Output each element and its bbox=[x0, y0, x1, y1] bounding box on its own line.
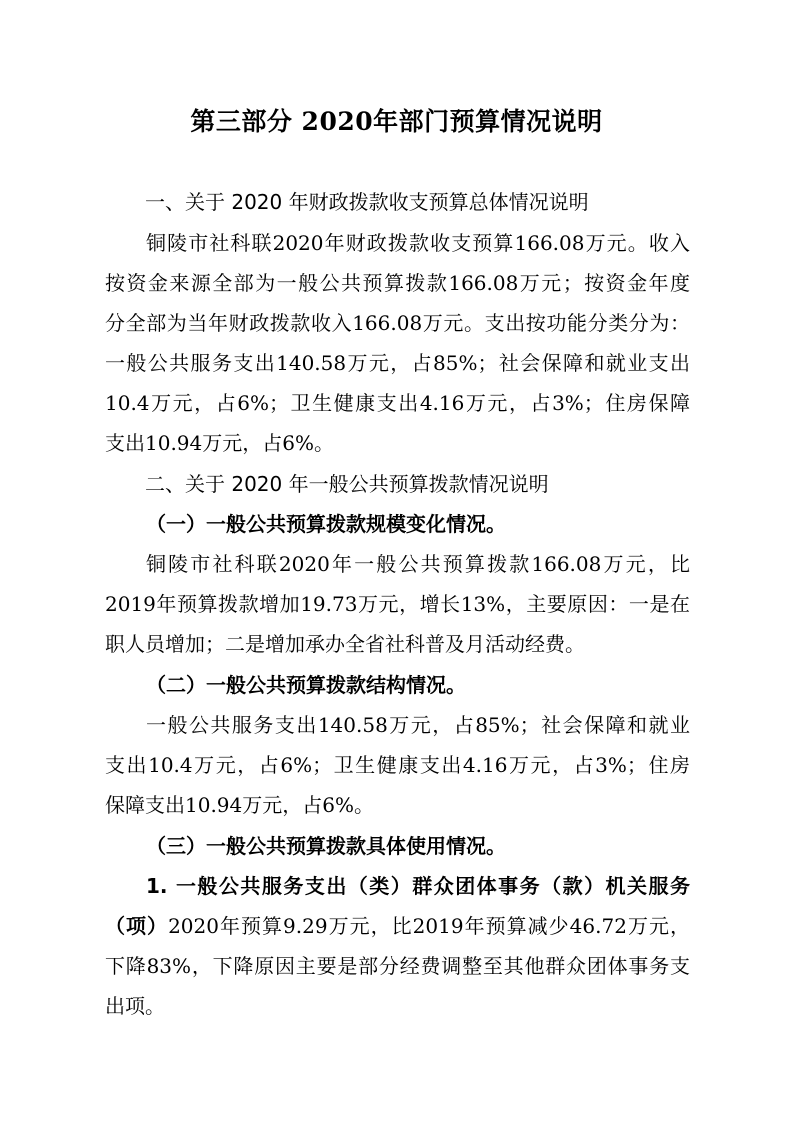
item-1-line bbox=[105, 912, 690, 940]
subsection-1-heading: （一）一般公共预算拨款规模变化情况。 bbox=[146, 512, 506, 536]
page-title: 第三部分 2020年部门预算情况说明 bbox=[190, 107, 603, 136]
item-1-text: 2020年预算9.29万元，比2019年预算减少46.72万元， bbox=[168, 914, 690, 938]
item-1-heading: 1. 一般公共服务支出（类）群众团体事务（款）机关服务 bbox=[146, 874, 690, 898]
paragraph-line: 一般公共服务支出140.58万元，占85%；社会保障和就业 bbox=[146, 713, 690, 737]
paragraph-line: 支出10.94万元，占6%。 bbox=[105, 431, 334, 455]
section-2-heading: 二、关于 2020 年一般公共预算拨款情况说明 bbox=[145, 472, 549, 496]
paragraph-line: 10.4万元，占6%；卫生健康支出4.16万元，占3%；住房保障 bbox=[105, 391, 690, 415]
paragraph-line: 支出10.4万元，占6%；卫生健康支出4.16万元，占3%；住房 bbox=[105, 753, 690, 777]
item-1-category: （项） bbox=[105, 914, 169, 938]
paragraph-line: 一般公共服务支出140.58万元，占85%；社会保障和就业支出 bbox=[105, 351, 690, 375]
section-1-heading: 一、关于 2020 年财政拨款收支预算总体情况说明 bbox=[145, 190, 589, 214]
paragraph-line: 职人员增加；二是增加承办全省社科普及月活动经费。 bbox=[105, 632, 585, 656]
paragraph-line: 出项。 bbox=[105, 994, 165, 1018]
paragraph-line: 2019年预算拨款增加19.73万元，增长13%，主要原因：一是在 bbox=[105, 592, 690, 616]
paragraph-line: 保障支出10.94万元，占6%。 bbox=[105, 793, 374, 817]
subsection-3-heading: （三）一般公共预算拨款具体使用情况。 bbox=[146, 834, 506, 858]
paragraph-line: 分全部为当年财政拨款收入166.08万元。支出按功能分类分为： bbox=[105, 311, 690, 335]
paragraph-line: 按资金来源全部为一般公共预算拨款166.08万元；按资金年度 bbox=[105, 271, 690, 295]
paragraph-line: 铜陵市社科联2020年财政拨款收支预算166.08万元。收入 bbox=[146, 231, 690, 255]
paragraph-line: 铜陵市社科联2020年一般公共预算拨款166.08万元，比 bbox=[146, 552, 690, 576]
subsection-2-heading: （二）一般公共预算拨款结构情况。 bbox=[146, 673, 466, 697]
paragraph-line: 下降83%，下降原因主要是部分经费调整至其他群众团体事务支 bbox=[105, 954, 690, 978]
